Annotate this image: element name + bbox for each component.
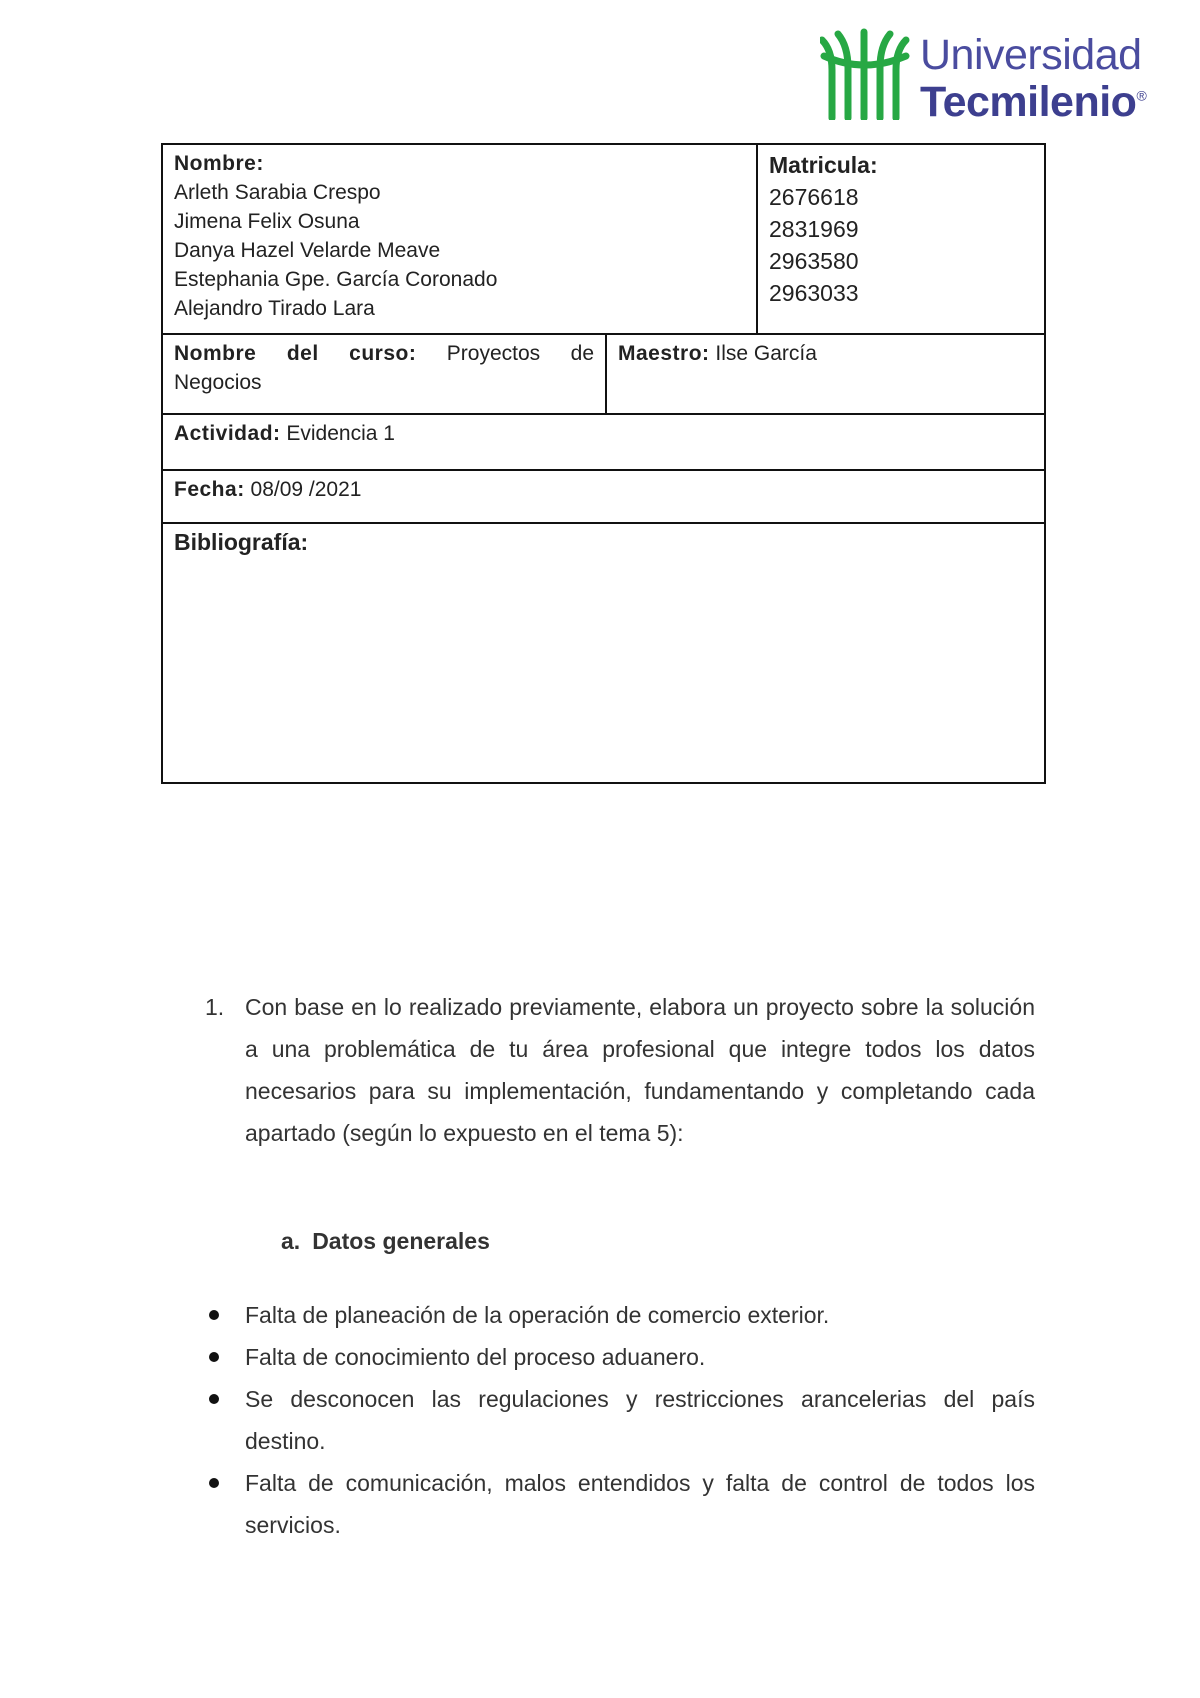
student-info-table — [161, 143, 1046, 784]
curso-value-word: de — [570, 342, 594, 365]
nombre-label: Nombre: — [174, 152, 264, 175]
matricula-label: Matricula: — [769, 152, 878, 178]
instruction-number: 1. — [205, 994, 225, 1020]
names-row — [163, 145, 1044, 335]
bullet-dot-icon — [209, 1352, 219, 1362]
student-name: Arleth Sarabia Crespo — [174, 181, 381, 204]
actividad-row — [163, 415, 1044, 471]
actividad-value: Evidencia 1 — [286, 422, 395, 445]
list-item — [205, 1294, 1035, 1336]
bullet-text: Se desconocen las regulaciones y restricciones arancelerias del país destino. — [245, 1386, 1035, 1454]
student-name: Danya Hazel Velarde Meave — [174, 239, 441, 262]
fecha-cell — [163, 471, 1044, 522]
fecha-row — [163, 471, 1044, 524]
student-name: Alejandro Tirado Lara — [174, 297, 375, 320]
course-row — [163, 335, 1044, 415]
tecmilenio-leaf-icon — [820, 28, 910, 120]
matricula-number: 2963580 — [769, 248, 859, 274]
bullet-text: Falta de conocimiento del proceso aduanero. — [245, 1344, 706, 1370]
list-item — [205, 1378, 1035, 1462]
instruction-item — [205, 986, 1035, 1154]
curso-label-word: Nombre — [174, 342, 257, 365]
section-title: Datos generales — [312, 1228, 490, 1254]
fecha-value: 08/09 /2021 — [250, 478, 362, 501]
bibliografia-row — [163, 524, 1044, 782]
bullet-list — [205, 1294, 1035, 1546]
bibliografia-label: Bibliografía: — [174, 529, 309, 555]
curso-value-line2: Negocios — [174, 371, 262, 394]
bullet-dot-icon — [209, 1394, 219, 1404]
matricula-number: 2831969 — [769, 216, 859, 242]
maestro-label: Maestro: — [618, 342, 710, 365]
bullet-dot-icon — [209, 1310, 219, 1320]
bibliografia-cell — [163, 524, 1044, 782]
university-logo — [820, 24, 1160, 124]
fecha-label: Fecha: — [174, 478, 245, 501]
bullet-text: Falta de comunicación, malos entendidos y falta de control de todos los servicios. — [245, 1470, 1035, 1538]
matricula-cell — [756, 145, 1044, 333]
actividad-cell — [163, 415, 1044, 469]
logo-line-universidad: Universidad — [920, 31, 1142, 79]
maestro-cell — [605, 335, 1044, 413]
section-letter: a. — [281, 1228, 301, 1254]
list-item — [205, 1336, 1035, 1378]
matricula-number: 2963033 — [769, 280, 859, 306]
curso-label-word: curso: — [349, 342, 417, 365]
logo-wordmark — [920, 31, 1147, 126]
instruction-text: Con base en lo realizado previamente, elabora un proyecto sobre la solución a una problemática de tu área profesional que integre todos los datos necesarios para su implementación, fundamentando y completando cada apartado (según lo expuesto en el tema 5): — [245, 994, 1035, 1146]
curso-value-word: Proyectos — [446, 342, 541, 365]
matricula-number: 2676618 — [769, 184, 859, 210]
student-name: Jimena Felix Osuna — [174, 210, 360, 233]
course-cell — [163, 335, 605, 413]
curso-label-word: del — [286, 342, 319, 365]
bullet-text: Falta de planeación de la operación de comercio exterior. — [245, 1302, 830, 1328]
logo-line-tecmilenio — [920, 78, 1147, 126]
registered-mark: ® — [1136, 87, 1147, 104]
bullet-dot-icon — [209, 1478, 219, 1488]
list-item — [205, 1462, 1035, 1546]
logo-tecmilenio-text: Tecmilenio — [920, 78, 1137, 126]
actividad-label: Actividad: — [174, 422, 281, 445]
course-line — [174, 339, 594, 368]
section-heading — [281, 1228, 490, 1255]
names-cell — [163, 145, 756, 333]
student-name: Estephania Gpe. García Coronado — [174, 268, 498, 291]
maestro-value: Ilse García — [715, 342, 817, 365]
